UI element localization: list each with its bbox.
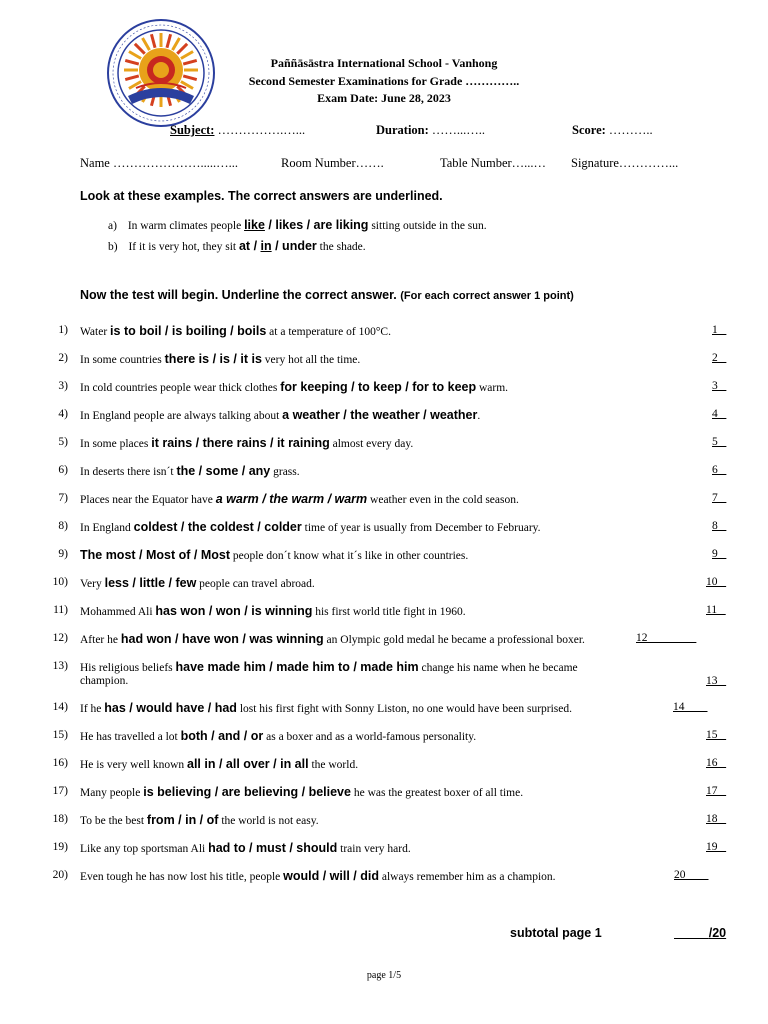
answer-blank: 15	[706, 729, 727, 741]
question-pre: In deserts there isn´t	[80, 466, 177, 478]
question-text	[80, 408, 480, 422]
answer-blank: 14	[673, 701, 708, 713]
answer-blank: 5	[712, 436, 727, 448]
question-text	[80, 520, 541, 534]
answer-options[interactable]: had won / have won / was winning	[120, 632, 324, 646]
example-a-post: sitting outside in the sun.	[368, 220, 487, 232]
signature-field: Signature…………...	[571, 156, 679, 170]
question-number: 5)	[58, 436, 68, 448]
subject-label: Subject:	[170, 123, 215, 137]
question-number: 11)	[53, 604, 68, 616]
name-field: Name ………………….....…...	[80, 156, 238, 170]
example-a-marker: a)	[108, 220, 117, 232]
examples-heading: Look at these examples. The correct answers are underlined.	[80, 189, 443, 203]
answer-options[interactable]: all in / all over / in all	[187, 757, 309, 771]
question-post: his first world title fight in 1960.	[312, 606, 466, 618]
question-number: 15)	[52, 729, 68, 741]
question-text	[80, 841, 411, 855]
question-number: 4)	[58, 408, 68, 420]
question-text	[80, 464, 300, 478]
subject-field	[170, 123, 305, 138]
example-b-options-2: / under	[271, 239, 317, 253]
school-name: Paññāsāstra International School - Vanhong	[270, 56, 498, 70]
example-b-pre: If it is very hot, they sit	[128, 241, 239, 253]
duration-label: Duration:	[376, 123, 429, 137]
question-number: 10)	[52, 576, 68, 588]
example-a	[108, 218, 487, 232]
question-text	[80, 869, 556, 883]
subject-dots: …………….…...	[217, 123, 306, 137]
question-number: 7)	[58, 492, 68, 504]
question-post: the world.	[308, 759, 359, 771]
question-post: as a boxer and as a world-famous personality.	[263, 731, 477, 743]
question-pre: Even tough he has now lost his title, people	[80, 871, 284, 883]
answer-options[interactable]: both / and / or	[180, 729, 264, 743]
question-number: 13)	[52, 660, 68, 672]
question-post: weather even in the cold season.	[367, 494, 519, 506]
answer-options[interactable]: is believing / are believing / believe	[143, 785, 351, 799]
question-post: people don´t know what it´s like in other countries.	[230, 550, 469, 562]
question-post: always remember him as a champion.	[378, 871, 556, 883]
question-number: 19)	[52, 841, 68, 853]
question-text	[80, 436, 413, 450]
question-text	[80, 757, 358, 771]
question-number: 12)	[52, 632, 68, 644]
question-text	[80, 380, 508, 394]
answer-options[interactable]: a warm / the warm / warm	[215, 492, 368, 506]
answer-options[interactable]: has / would have / had	[104, 701, 237, 715]
answer-options[interactable]: there is / is / it is	[164, 352, 262, 366]
answer-options[interactable]: would / will / did	[283, 869, 379, 883]
question-text-continued: champion.	[80, 675, 129, 687]
question-pre: Like any top sportsman Ali	[80, 843, 209, 855]
page-word: page	[366, 970, 389, 981]
question-text	[80, 576, 315, 590]
exam-date: Exam Date: June 28, 2023	[317, 91, 451, 105]
answer-blank: 19	[706, 841, 727, 853]
question-text	[80, 701, 572, 715]
answer-options[interactable]: is to boil / is boiling / boils	[110, 324, 267, 338]
question-pre: Very	[80, 578, 105, 590]
question-number: 9)	[58, 548, 68, 560]
table-field: Table Number…...…	[440, 156, 547, 170]
answer-blank: 1	[712, 324, 727, 336]
answer-options[interactable]: The most / Most of / Most	[80, 548, 230, 562]
question-text	[80, 324, 391, 338]
instructions	[80, 288, 574, 302]
example-a-pre: In warm climates people	[127, 220, 245, 232]
page-number	[0, 970, 768, 981]
answer-blank: 12	[636, 632, 697, 644]
question-text	[80, 548, 468, 562]
question-number: 20)	[52, 869, 68, 881]
answer-blank: 17	[706, 785, 727, 797]
question-pre: If he	[80, 703, 105, 715]
subtotal-score	[674, 926, 726, 940]
question-pre: In England	[80, 522, 134, 534]
subtotal-score-value: /20	[708, 926, 727, 940]
answer-options[interactable]: had to / must / should	[208, 841, 338, 855]
example-b	[108, 239, 366, 253]
answer-options[interactable]: a weather / the weather / weather	[282, 408, 478, 422]
example-b-marker: b)	[108, 241, 118, 253]
instructions-note: (For each correct answer 1 point)	[400, 290, 574, 302]
subtotal-label: subtotal page 1	[510, 926, 602, 940]
question-post: very hot all the time.	[261, 354, 361, 366]
question-number: 17)	[52, 785, 68, 797]
question-pre: After he	[80, 634, 121, 646]
example-a-options: / likes / are liking	[264, 218, 369, 232]
question-post: almost every day.	[329, 438, 414, 450]
question-number: 14)	[52, 701, 68, 713]
exam-title: Second Semester Examinations for Grade …………..	[248, 74, 520, 88]
question-pre: In some countries	[80, 354, 165, 366]
answer-blank: 8	[712, 520, 727, 532]
example-a-correct: like	[244, 218, 265, 232]
question-text	[80, 352, 360, 366]
question-pre: Mohammed Ali	[80, 606, 156, 618]
example-b-correct: in	[260, 239, 272, 253]
question-number: 1)	[58, 324, 68, 336]
duration-field	[376, 123, 485, 138]
question-pre: In cold countries people wear thick clothes	[80, 382, 281, 394]
question-post: change his name when he became	[418, 662, 578, 674]
score-label: Score:	[572, 123, 606, 137]
answer-blank: 2	[712, 352, 727, 364]
question-pre: He has travelled a lot	[80, 731, 181, 743]
answer-options[interactable]: less / little / few	[104, 576, 197, 590]
question-post: time of year is usually from December to February.	[301, 522, 541, 534]
subtotal-blank	[674, 926, 709, 940]
room-field: Room Number…….	[281, 156, 384, 170]
answer-blank: 11	[706, 604, 726, 616]
answer-options[interactable]: the / some / any	[176, 464, 271, 478]
question-pre: Many people	[80, 787, 144, 799]
question-text	[80, 604, 466, 618]
answer-blank: 3	[712, 380, 727, 392]
question-number: 8)	[58, 520, 68, 532]
answer-blank: 16	[706, 757, 727, 769]
question-text	[80, 632, 585, 646]
question-text	[80, 660, 578, 674]
answer-blank: 13	[706, 675, 727, 687]
question-post: grass.	[270, 466, 300, 478]
question-pre: He is very well known	[80, 759, 187, 771]
question-number: 18)	[52, 813, 68, 825]
question-post: lost his first fight with Sonny Liston, no one would have been surprised.	[236, 703, 573, 715]
answer-blank: 7	[712, 492, 727, 504]
answer-blank: 6	[712, 464, 727, 476]
question-pre: In some places	[80, 438, 152, 450]
question-number: 2)	[58, 352, 68, 364]
score-field	[572, 123, 653, 138]
question-pre: His religious beliefs	[80, 662, 176, 674]
question-post: the world is not easy.	[218, 815, 319, 827]
answer-blank: 10	[706, 576, 727, 588]
question-text	[80, 785, 523, 799]
answer-options[interactable]: it rains / there rains / it raining	[151, 436, 330, 450]
instructions-main: Now the test will begin. Underline the correct answer.	[80, 288, 397, 302]
answer-blank: 20	[674, 869, 709, 881]
example-b-post: the shade.	[316, 241, 366, 253]
duration-dots: ……...…..	[431, 123, 486, 137]
question-number: 16)	[52, 757, 68, 769]
question-post: train very hard.	[337, 843, 411, 855]
question-pre: Water	[80, 326, 111, 338]
answer-blank: 18	[706, 813, 727, 825]
question-number: 6)	[58, 464, 68, 476]
score-dots: ………..	[608, 123, 653, 137]
question-number: 3)	[58, 380, 68, 392]
question-post: people can travel abroad.	[196, 578, 315, 590]
question-post: warm.	[476, 382, 509, 394]
question-post: .	[477, 410, 481, 422]
question-post: he was the greatest boxer of all time.	[350, 787, 524, 799]
answer-options[interactable]: have made him / made him to / made him	[175, 660, 419, 674]
question-pre: Places near the Equator have	[80, 494, 216, 506]
school-logo	[106, 18, 216, 128]
page-value: 1/5	[388, 970, 402, 981]
answer-options[interactable]: from / in / of	[146, 813, 219, 827]
question-post: at a temperature of 100°C.	[266, 326, 391, 338]
answer-options[interactable]: has won / won / is winning	[155, 604, 313, 618]
question-text	[80, 729, 476, 743]
answer-options[interactable]: for keeping / to keep / for to keep	[280, 380, 477, 394]
question-pre: To be the best	[80, 815, 147, 827]
answer-blank: 4	[712, 408, 727, 420]
question-pre: In England people are always talking about	[80, 410, 283, 422]
question-text	[80, 813, 319, 827]
question-post: an Olympic gold medal he became a professional boxer.	[323, 634, 585, 646]
question-text	[80, 492, 519, 506]
answer-blank: 9	[712, 548, 727, 560]
example-b-options-1: at /	[238, 239, 261, 253]
answer-options[interactable]: coldest / the coldest / colder	[133, 520, 302, 534]
